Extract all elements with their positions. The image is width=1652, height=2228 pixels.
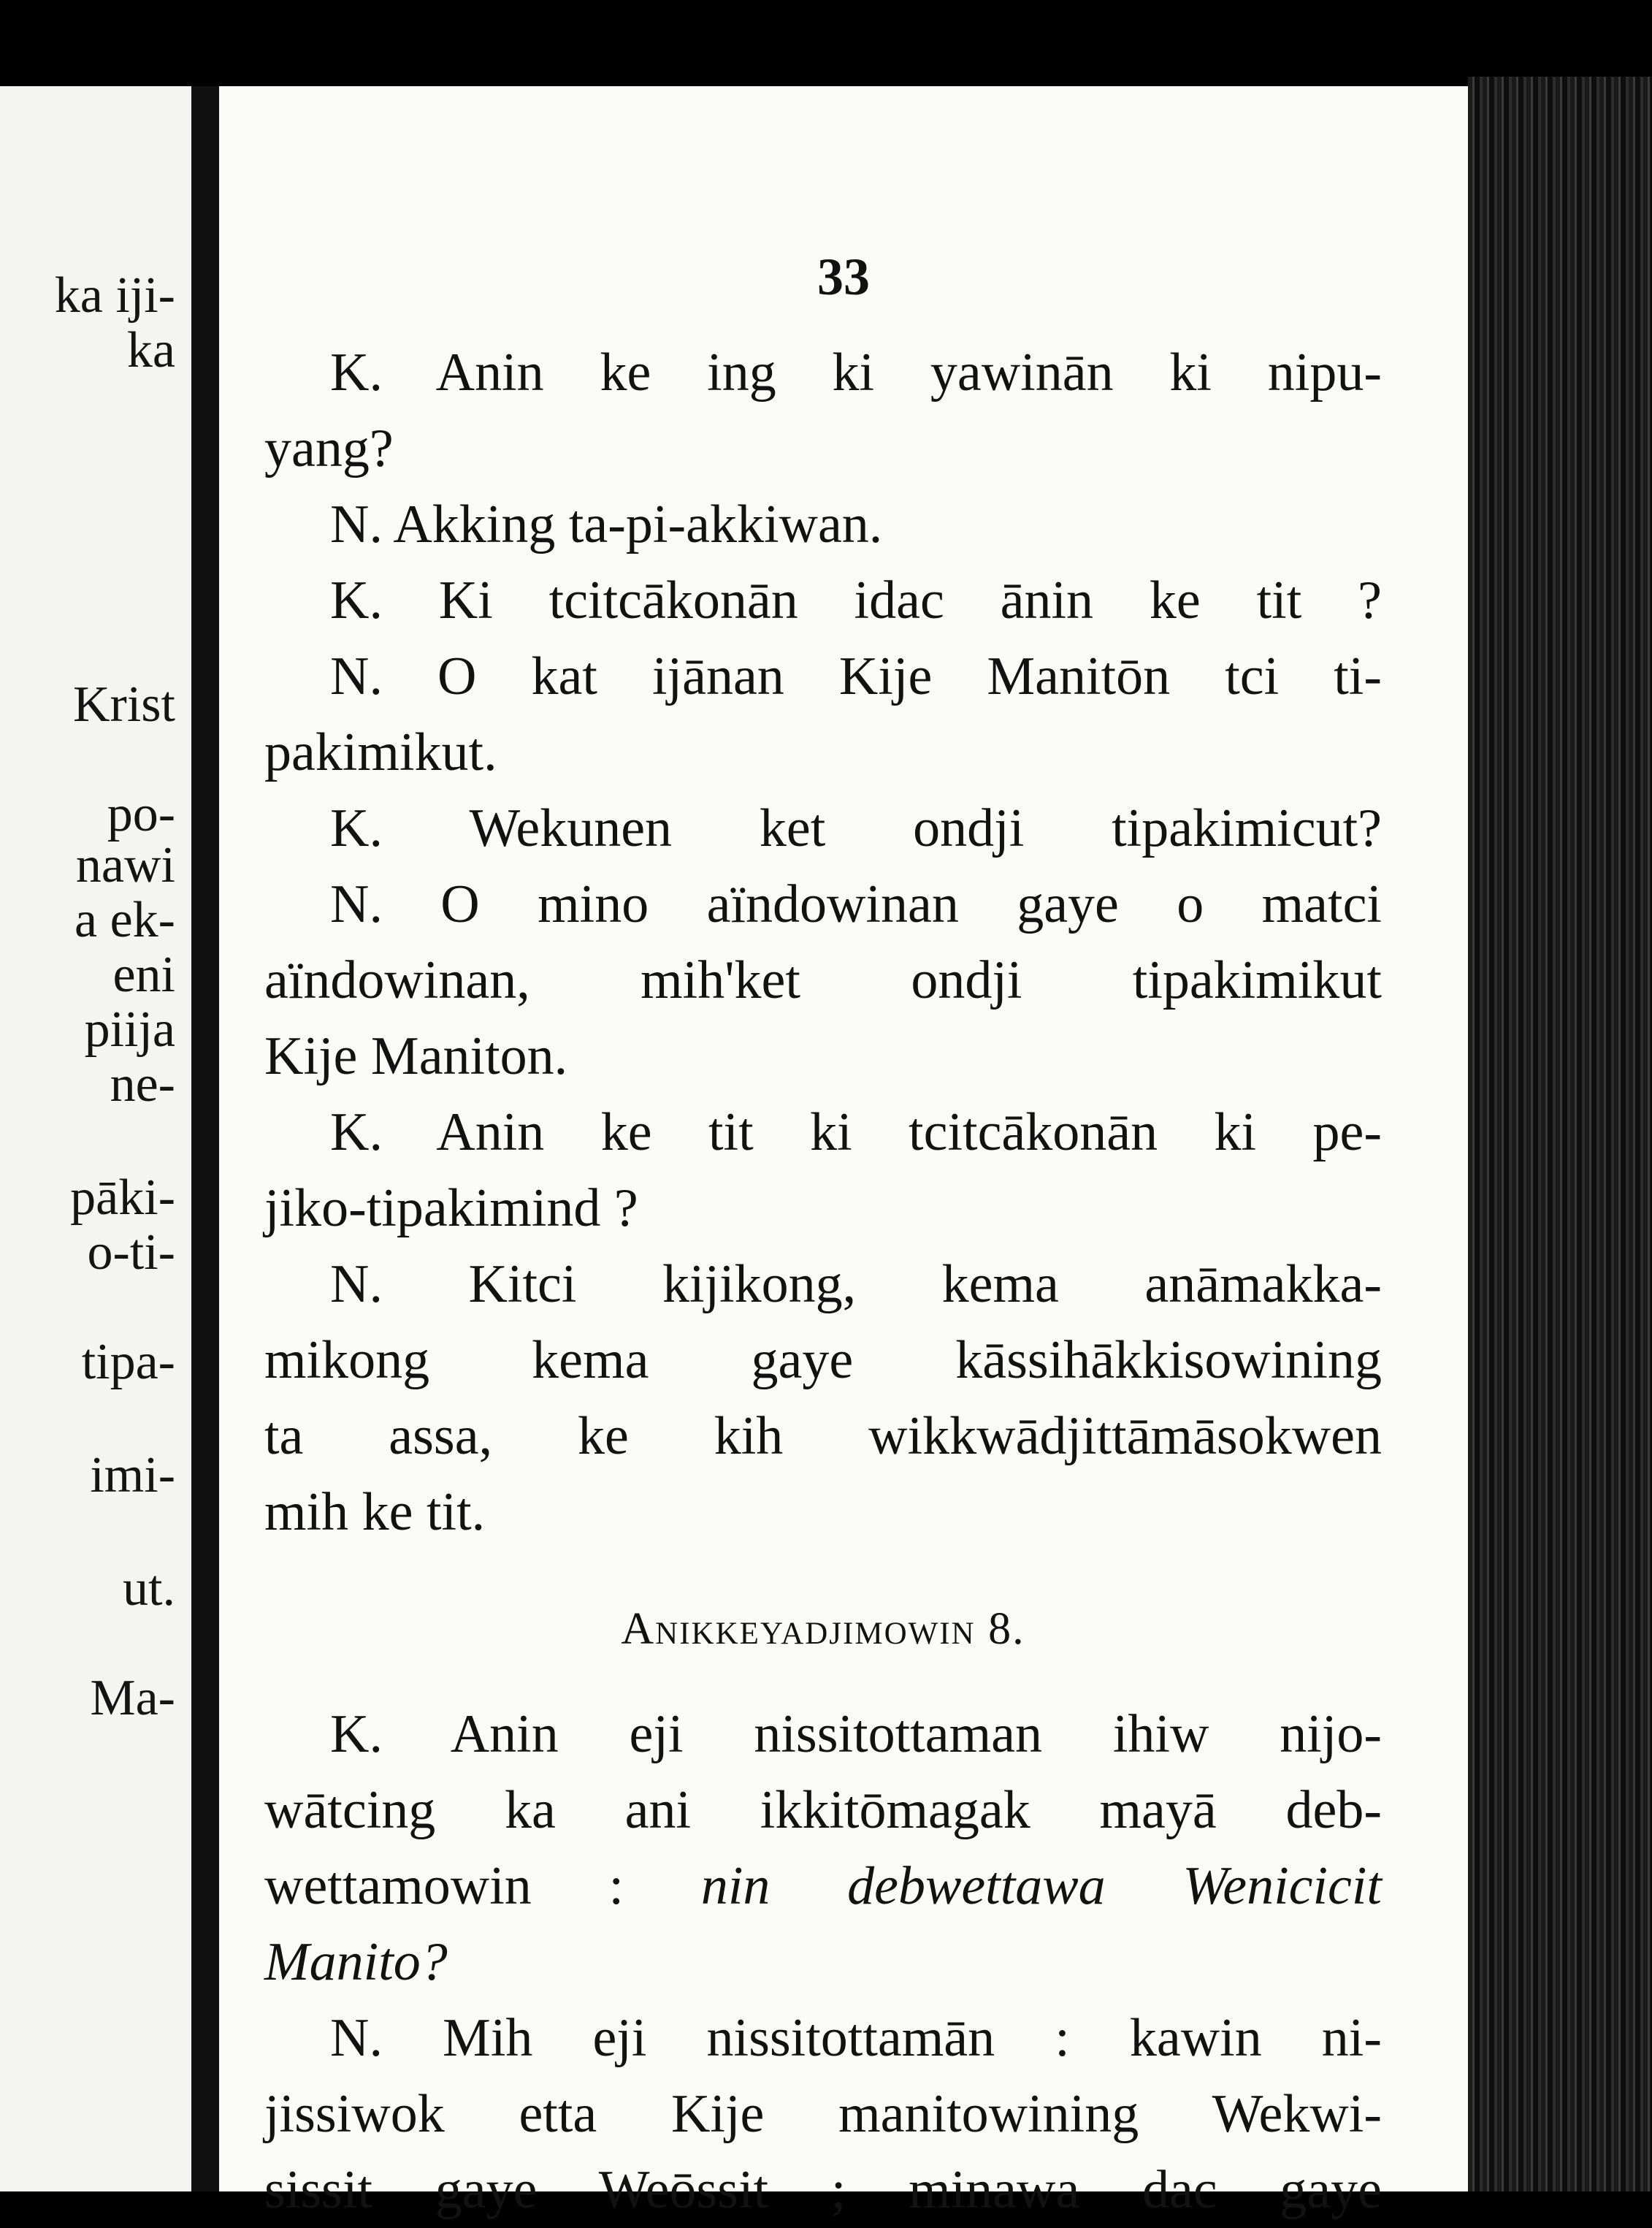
text-line-content: K. Anin ke tit ki tcitcākonān ki pe- <box>330 1102 1382 1162</box>
left-page-fragment: pāki- <box>70 1170 175 1226</box>
main-page <box>219 86 1468 2220</box>
text-line <box>264 866 1382 942</box>
text-line-content: pakimikut. <box>264 722 497 782</box>
left-page-fragment: tipa- <box>81 1334 175 1390</box>
text-line <box>264 335 1382 411</box>
italic-phrase: nin debwettawa Wenicicit <box>624 1856 1382 1916</box>
left-page-fragment: ut. <box>123 1560 175 1617</box>
text-line <box>264 2000 1382 2076</box>
text-line <box>264 2076 1382 2152</box>
left-page-fragment: o-ti- <box>87 1224 175 1281</box>
text-line-content: K. Anin eji nissitottaman ihiw nijo- <box>330 1704 1382 1764</box>
text-line <box>264 942 1382 1018</box>
text-line <box>264 1398 1382 1474</box>
text-line-content: wātcing ka ani ikkitōmagak mayā deb- <box>264 1780 1382 1840</box>
text-line <box>264 487 1382 562</box>
text-line <box>264 1246 1382 1322</box>
text-line-content: ta assa, ke kih wikkwādjittāmāsokwen <box>264 1406 1382 1466</box>
left-page-fragment: eni <box>112 947 175 1003</box>
text-line <box>264 714 1382 790</box>
text-line <box>264 790 1382 866</box>
left-page-fragment: po- <box>107 786 175 842</box>
text-line <box>264 562 1382 638</box>
text-line <box>264 1094 1382 1170</box>
text-line <box>264 1018 1382 1094</box>
text-line <box>264 1474 1382 1550</box>
text-line-content: sissit gaye Weōssit ; minawa dac gaye <box>264 2160 1382 2220</box>
text-line-content: N. O kat ijānan Kije Manitōn tci ti- <box>330 646 1382 706</box>
left-page-fragment: ne- <box>110 1056 175 1113</box>
text-line <box>264 411 1382 487</box>
left-page-fragment: nawi <box>75 837 175 893</box>
text-line-content: wettamowin : <box>264 1856 624 1916</box>
book-gutter <box>191 86 219 2191</box>
left-page-fragment: imi- <box>90 1447 175 1503</box>
text-line-content: K. Wekunen ket ondji tipakimicut? <box>330 798 1382 858</box>
text-line-content: K. Ki tcitcākonān idac ānin ke tit ? <box>330 571 1382 630</box>
text-line-content: yang? <box>264 419 394 478</box>
text-line-content: Anikkeyadjimowin 8. <box>621 1604 1025 1654</box>
left-facing-page <box>0 86 191 2191</box>
text-line-content: jissiwok etta Kije manitowining Wekwi- <box>264 2084 1382 2144</box>
text-line-content: Kije Maniton. <box>264 1026 568 1086</box>
text-line-content: N. O mino aïndowinan gaye o matci <box>330 874 1382 934</box>
text-line <box>264 1848 1382 1924</box>
text-line <box>264 1696 1382 1772</box>
text-line <box>264 1170 1382 1246</box>
text-line-content: Manito? <box>264 1932 448 1992</box>
text-line-content: N. Mih eji nissitottamān : kawin ni- <box>330 2008 1382 2068</box>
text-line-content: N. Akking ta-pi-akkiwan. <box>330 495 883 554</box>
left-page-fragment: ka iji- <box>54 267 175 324</box>
text-line-content: mih ke tit. <box>264 1482 486 1542</box>
text-line <box>264 1322 1382 1398</box>
left-page-fragment: piija <box>84 1002 175 1058</box>
text-line-content: aïndowinan, mih'ket ondji tipakimikut <box>264 950 1382 1010</box>
text-line-content: K. Anin ke ing ki yawinān ki nipu- <box>330 343 1382 403</box>
text-line <box>264 638 1382 714</box>
left-page-fragment: a ek- <box>74 892 175 948</box>
left-page-fragment: Ma- <box>90 1670 175 1726</box>
text-line <box>264 1772 1382 1848</box>
text-line-content: mikong kema gaye kāssihākkisowining <box>264 1330 1382 1390</box>
section-heading <box>264 1591 1382 1667</box>
page-number: 33 <box>817 248 870 306</box>
text-line <box>264 1924 1382 2000</box>
text-line <box>264 2152 1382 2228</box>
text-line-content: jiko-tipakimind ? <box>264 1178 638 1238</box>
left-page-fragment: Krist <box>73 676 175 733</box>
book-page-edges <box>1468 77 1652 2191</box>
text-line-content: N. Kitci kijikong, kema anāmakka- <box>330 1254 1382 1314</box>
page-text <box>264 335 1382 2228</box>
left-page-fragment: ka <box>126 322 175 378</box>
